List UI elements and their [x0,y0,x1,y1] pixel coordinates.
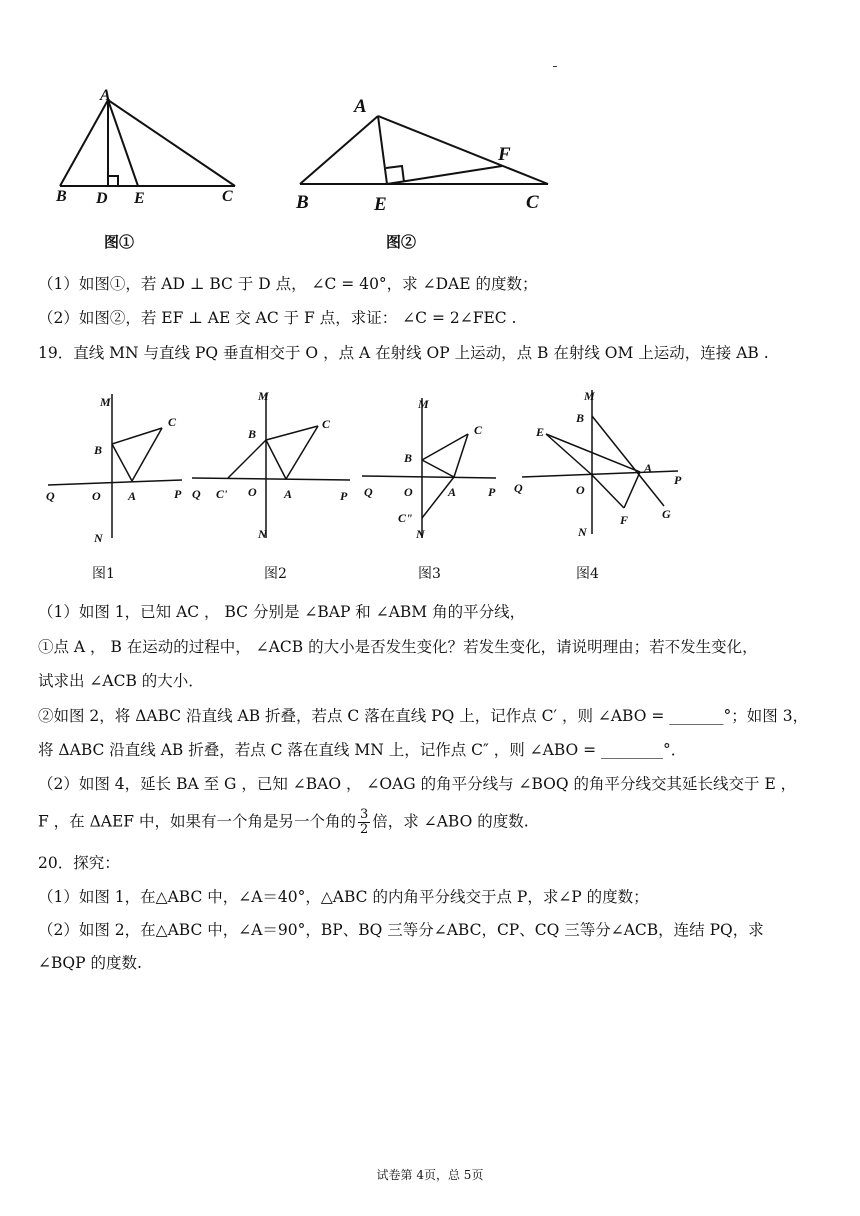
label-n: N [416,527,425,541]
fraction-three-halves [358,808,370,837]
label-a: A [128,489,137,503]
label-p: P [340,489,348,503]
label-p: P [488,485,496,499]
q18-part2: （2）如图②，若 EF ⊥ AE 交 AC 于 F 点，求证： ∠C = 2∠FEC . [38,309,517,327]
label-b: B [576,411,585,425]
label-o: O [92,489,101,503]
stray-mark [553,66,557,67]
label-c: C [474,423,483,437]
q20-part1: （1）如图 1，在△ABC 中，∠A＝40°，△ABC 的内角平分线交于点 P，求∠P 的度数； [38,888,649,906]
q19-figure-1 [42,388,192,548]
label-a: A [354,96,367,117]
q19-part1: （1）如图 1，已知 AC ， BC 分别是 ∠BAP 和 ∠ABM 角的平分线， [38,603,526,621]
page-footer: 试卷第 4页，总 5页 [376,1168,484,1182]
q19-part2: （2）如图 4，延长 BA 至 G ，已知 ∠BAO ， ∠OAG 的角平分线与 ∠BOQ 的角平分线交其延长线交于 E ， [38,775,797,793]
label-p: P [174,487,182,501]
label-b: B [404,451,413,465]
label-e: E [134,190,145,207]
label-q: Q [364,485,373,499]
q19-part2-text-b: 倍，求 ∠ABO 的度数. [372,812,529,831]
label-p: P [674,473,682,487]
label-n: N [258,527,267,541]
label-c-double-prime: C" [398,511,413,525]
q19-part2-text-a: F ，在 ΔAEF 中，如果有一个角是另一个角的 [38,812,356,831]
figure-2-triangle-abc [290,88,560,228]
label-m: M [100,395,111,409]
q19-part1-sub2: ②如图 2，将 ΔABC 沿直线 AB 折叠，若点 C 落在直线 PQ 上，记作点 C′ ，则 ∠ABO = _______°；如图 3， [38,707,809,725]
q19-figure-3 [360,388,510,548]
label-q: Q [192,487,201,501]
label-f: F [620,513,629,527]
label-b: B [94,443,103,457]
label-m: M [258,389,269,403]
q19-part1-sub1-cont: 试求出 ∠ACB 的大小． [38,672,204,690]
label-g: G [662,507,671,521]
label-q: Q [514,481,523,495]
label-o: O [248,485,257,499]
fraction-denominator: 2 [360,822,369,837]
label-q: Q [46,489,55,503]
q19-figure-4-caption: 图4 [576,566,599,582]
q19-stem: 19．直线 MN 与直线 PQ 垂直相交于 O ，点 A 在射线 OP 上运动，点 B 在射线 OM 上运动，连接 AB . [38,344,769,362]
label-b: B [296,192,309,213]
label-c: C [526,192,539,213]
label-m: M [418,397,429,411]
q19-part1-sub2-cont: 将 ΔABC 沿直线 AB 折叠，若点 C 落在直线 MN 上，记作点 C″ ，则 ∠ABO = ________°． [38,741,687,759]
q19-part2-cont [38,808,529,837]
figure-2-caption: 图② [386,233,417,251]
label-a: A [644,461,653,475]
label-c: C [322,417,331,431]
q19-figure-3-caption: 图3 [418,566,441,582]
label-f: F [498,144,511,165]
label-e: E [374,194,387,215]
label-b: B [56,188,67,205]
q20-title: 20．探究： [38,854,120,872]
label-a: A [448,485,457,499]
q19-figure-2 [188,388,358,548]
fraction-numerator: 3 [360,807,369,822]
q19-part1-sub1: ①点 A ， B 在运动的过程中， ∠ACB 的大小是否发生变化？若发生变化，请说明理由；若不发生变化， [38,638,758,656]
label-e: E [536,425,545,439]
q19-figure-4 [512,388,702,548]
label-a: A [100,88,111,104]
label-a: A [284,487,293,501]
label-b: B [248,427,257,441]
q19-figure-2-caption: 图2 [264,566,287,582]
q19-figure-1-caption: 图1 [92,566,115,582]
label-c-prime: C' [216,487,228,501]
q18-part1: （1）如图①，若 AD ⊥ BC 于 D 点， ∠C = 40°，求 ∠DAE 的度数； [38,275,538,293]
label-c: C [168,415,177,429]
label-d: D [96,190,108,207]
label-o: O [404,485,413,499]
q20-part2: （2）如图 2，在△ABC 中，∠A＝90°，BP、BQ 三等分∠ABC，CP、CQ 三等分∠ACB，连结 PQ，求 [38,921,764,939]
q20-part2-cont: ∠BQP 的度数. [38,954,142,972]
label-c: C [222,188,233,205]
label-n: N [94,531,103,545]
label-m: M [584,389,595,403]
label-n: N [578,525,587,539]
figure-1-caption: 图① [104,233,135,251]
figure-1-triangle-abc [50,88,240,218]
label-o: O [576,483,585,497]
